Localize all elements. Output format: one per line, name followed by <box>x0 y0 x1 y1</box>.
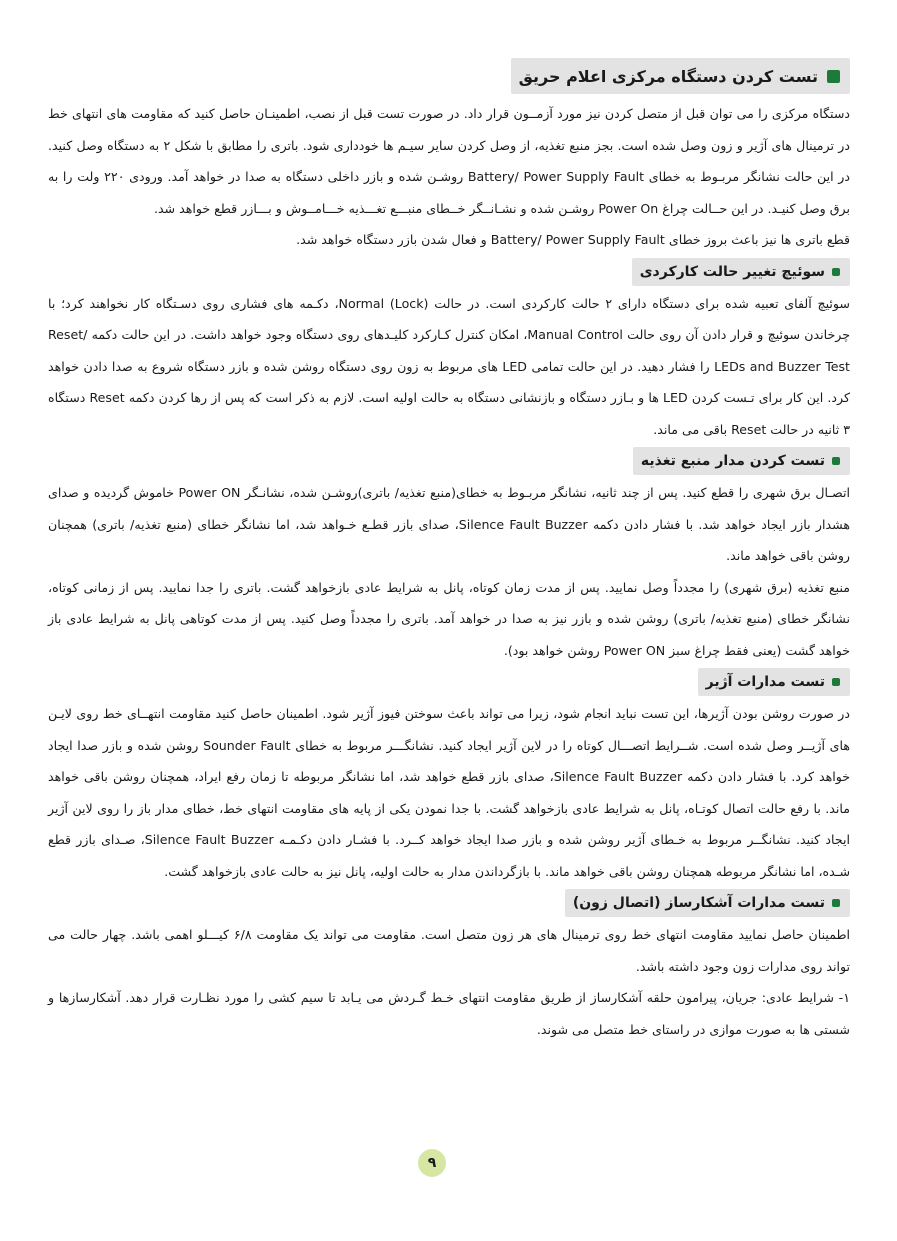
heading-box <box>565 889 850 917</box>
page-number: ۹ <box>418 1149 446 1177</box>
section-heading-power-supply-test <box>48 447 850 475</box>
heading-box <box>632 258 850 286</box>
green-square-bullet-icon <box>832 899 840 907</box>
section-heading-mode-switch <box>48 258 850 286</box>
heading-text: تست کردن مدار منبع تغذیه <box>640 453 825 469</box>
heading-box <box>511 58 850 94</box>
heading-box <box>633 447 850 475</box>
paragraph: منبع تغذیه (برق شهری) را مجدداً وصل نمایید. پس از مدت زمان کوتاه، پانل به شرایط عادی بازخواهد گشت. باتری را جدا نمایید. پس از زمانی کوتاه، نشانگر خطای (منبع تغذیه/ باتری) روشن شده و بازر نیز به صدا در خواهد آمد. باتری را مجدداً وصل کنید. پس از مدت کوتاهی پانل به شرایط عادی باز خواهد گشت (یعنی فقط چراغ سبز Power ON روشن خواهد بود). <box>48 579 850 658</box>
green-square-bullet-icon <box>827 70 840 83</box>
heading-text: تست کردن دستگاه مرکزی اعلام حریق <box>518 66 818 86</box>
paragraph: اطمینان حاصل نمایید مقاومت انتهای خط روی ترمینال های هر زون متصل است. مقاومت می تواند یک مقاومت ۶/۸ کیـــلو اهمی باشد. چهار حالت می تواند روی مدارات زون وجود داشته باشد. <box>48 927 851 974</box>
paragraph: قطع باتری ها نیز باعث بروز خطای Battery/ Power Supply Fault و فعال شدن بازر دستگاه خواهد شد. <box>296 232 850 247</box>
section-heading-detector-test <box>48 889 850 917</box>
heading-box <box>698 668 850 696</box>
document-page <box>48 58 850 1045</box>
section-heading-sounder-test <box>48 668 850 696</box>
heading-text: سوئیچ تغییر حالت کارکردی <box>639 263 825 280</box>
paragraph: اتصـال برق شهری را قطع کنید. پس از چند ثانیه، نشانگر مربـوط به خطای(منبع تغذیه/ باتری)روشـن شده، نشانـگر Power ON خاموش گردیده و صدای هشدار بازر ایجاد خواهد شد. با فشار دادن دکمه Silence Fault Buzzer، صدای بازر قطـع خـواهد شد، اما نشانگر خطای (منبع تغذیه/ باتری) همچنان روشن باقی خواهد ماند. <box>48 485 850 563</box>
paragraph: دستگاه مرکزی را می توان قبل از متصل کردن نیز مورد آزمــون قرار داد. در صورت تست قبل از نصب، اطمینـان حاصل کنید که مقاومت های انتهای خط در ترمینال های آژیر و زون وصل شده است. بجز منبع تغذیه، از وصل کردن سایر سیـم ها خودداری شود. باتری را مطابق با شکل ۲ به دستگاه وصل کنید. در این حالت نشانگر مربـوط به خطای Battery/ Power Supply Fault روشـن شده و بازر داخلی دستگاه به صدا در خواهد آمد. ورودی ۲۲۰ ولت را به برق وصل کنیـد. در این حــالت چراغ Power On روشـن شده و نشـانــگر خــطای منبـــع تغـــذیه خـــامــوش و بـــازر قطع خواهد شد. <box>48 106 850 216</box>
heading-text: تست مدارات آشکارساز (اتصال زون) <box>572 895 825 911</box>
paragraph: سوئیچ آلفای تعبیه شده برای دستگاه دارای ۲ حالت کارکردی است. در حالت (Normal (Lock، دکـمه های فشاری روی دسـتگاه کار نخواهند کرد؛ با چرخاندن سوئیچ و قرار دادن آن روی حالت Manual Control، امکان کنترل کـارکرد کلیـدهای روی دستگاه وجود خواهد داشت. در این حالت دکمه Reset/ LEDs and Buzzer Test را فشار دهید. در این حالت تمامی LED های مربوط به زون روی دستگاه روشن شده و بازر دستگاه شروع به صدا دادن خواهد کرد. این کار برای تـست کردن LED ها و بـازر دستگاه و بازنشانی دستگاه به حالت اولیه است. لازم به ذکر است که پس از رها کردن دکمه Reset دستگاه ۳ ثانیه در حالت Reset باقی می ماند. <box>48 295 850 437</box>
paragraph: ۱- شرایط عادی: جریان، پیرامون حلقه آشکارساز از طریق مقاومت انتهای خـط گـردش می یـابد تا سیم کشی را مورد نظـارت قرار دهد. آشکارسازها و شستی ها به صورت موازی در راستای خط متصل می شوند. <box>48 990 850 1037</box>
green-square-bullet-icon <box>832 678 840 686</box>
heading-text: تست مدارات آژیر <box>705 674 825 690</box>
paragraph: در صورت روشن بودن آژیرها، این تست نباید انجام شود، زیرا می تواند باعث سوختن فیوز آژیر شود. اطمینان حاصل کنید مقاومت انتهــای خط روی لایـن های آژیــر وصل شده است. شــرایط اتصـــال کوتاه را در لاین آژیر ایجاد کنید. نشانگـــر مربوط به خطای Sounder Fault روشن شده و بازر صدا ایجاد خواهد کرد. با فشار دادن دکمه Silence Fault Buzzer، صدای بازر قطع خواهد شد، اما نشانگر مربوطه تا زمان رفع ایراد، همچنان روشن باقی خواهد ماند. با رفع حالت اتصال کوتـاه، پانل به شرایط عادی بازخواهد گشت. با جدا نمودن یکی از پایه های مقاومت انتهای خط، خطای مدار باز را روی لاین آژیر ایجاد کنید. نشانگــر مربوط به خـطای آژیر روشن شده و بازر صدا ایجاد خواهد کــرد. با فشـار دادن دکـمـه Silence Fault Buzzer، صـدای بازر قطع شـده، اما نشانگر مربوطه همچنان روشن باقی خواهد ماند. با بازگرداندن مدار به حالت اولیه، پانل نیز به حالت عادی بازخواهد گشت. <box>48 706 851 879</box>
green-square-bullet-icon <box>832 457 840 465</box>
section-heading-panel-test <box>48 58 850 94</box>
green-square-bullet-icon <box>832 268 840 276</box>
